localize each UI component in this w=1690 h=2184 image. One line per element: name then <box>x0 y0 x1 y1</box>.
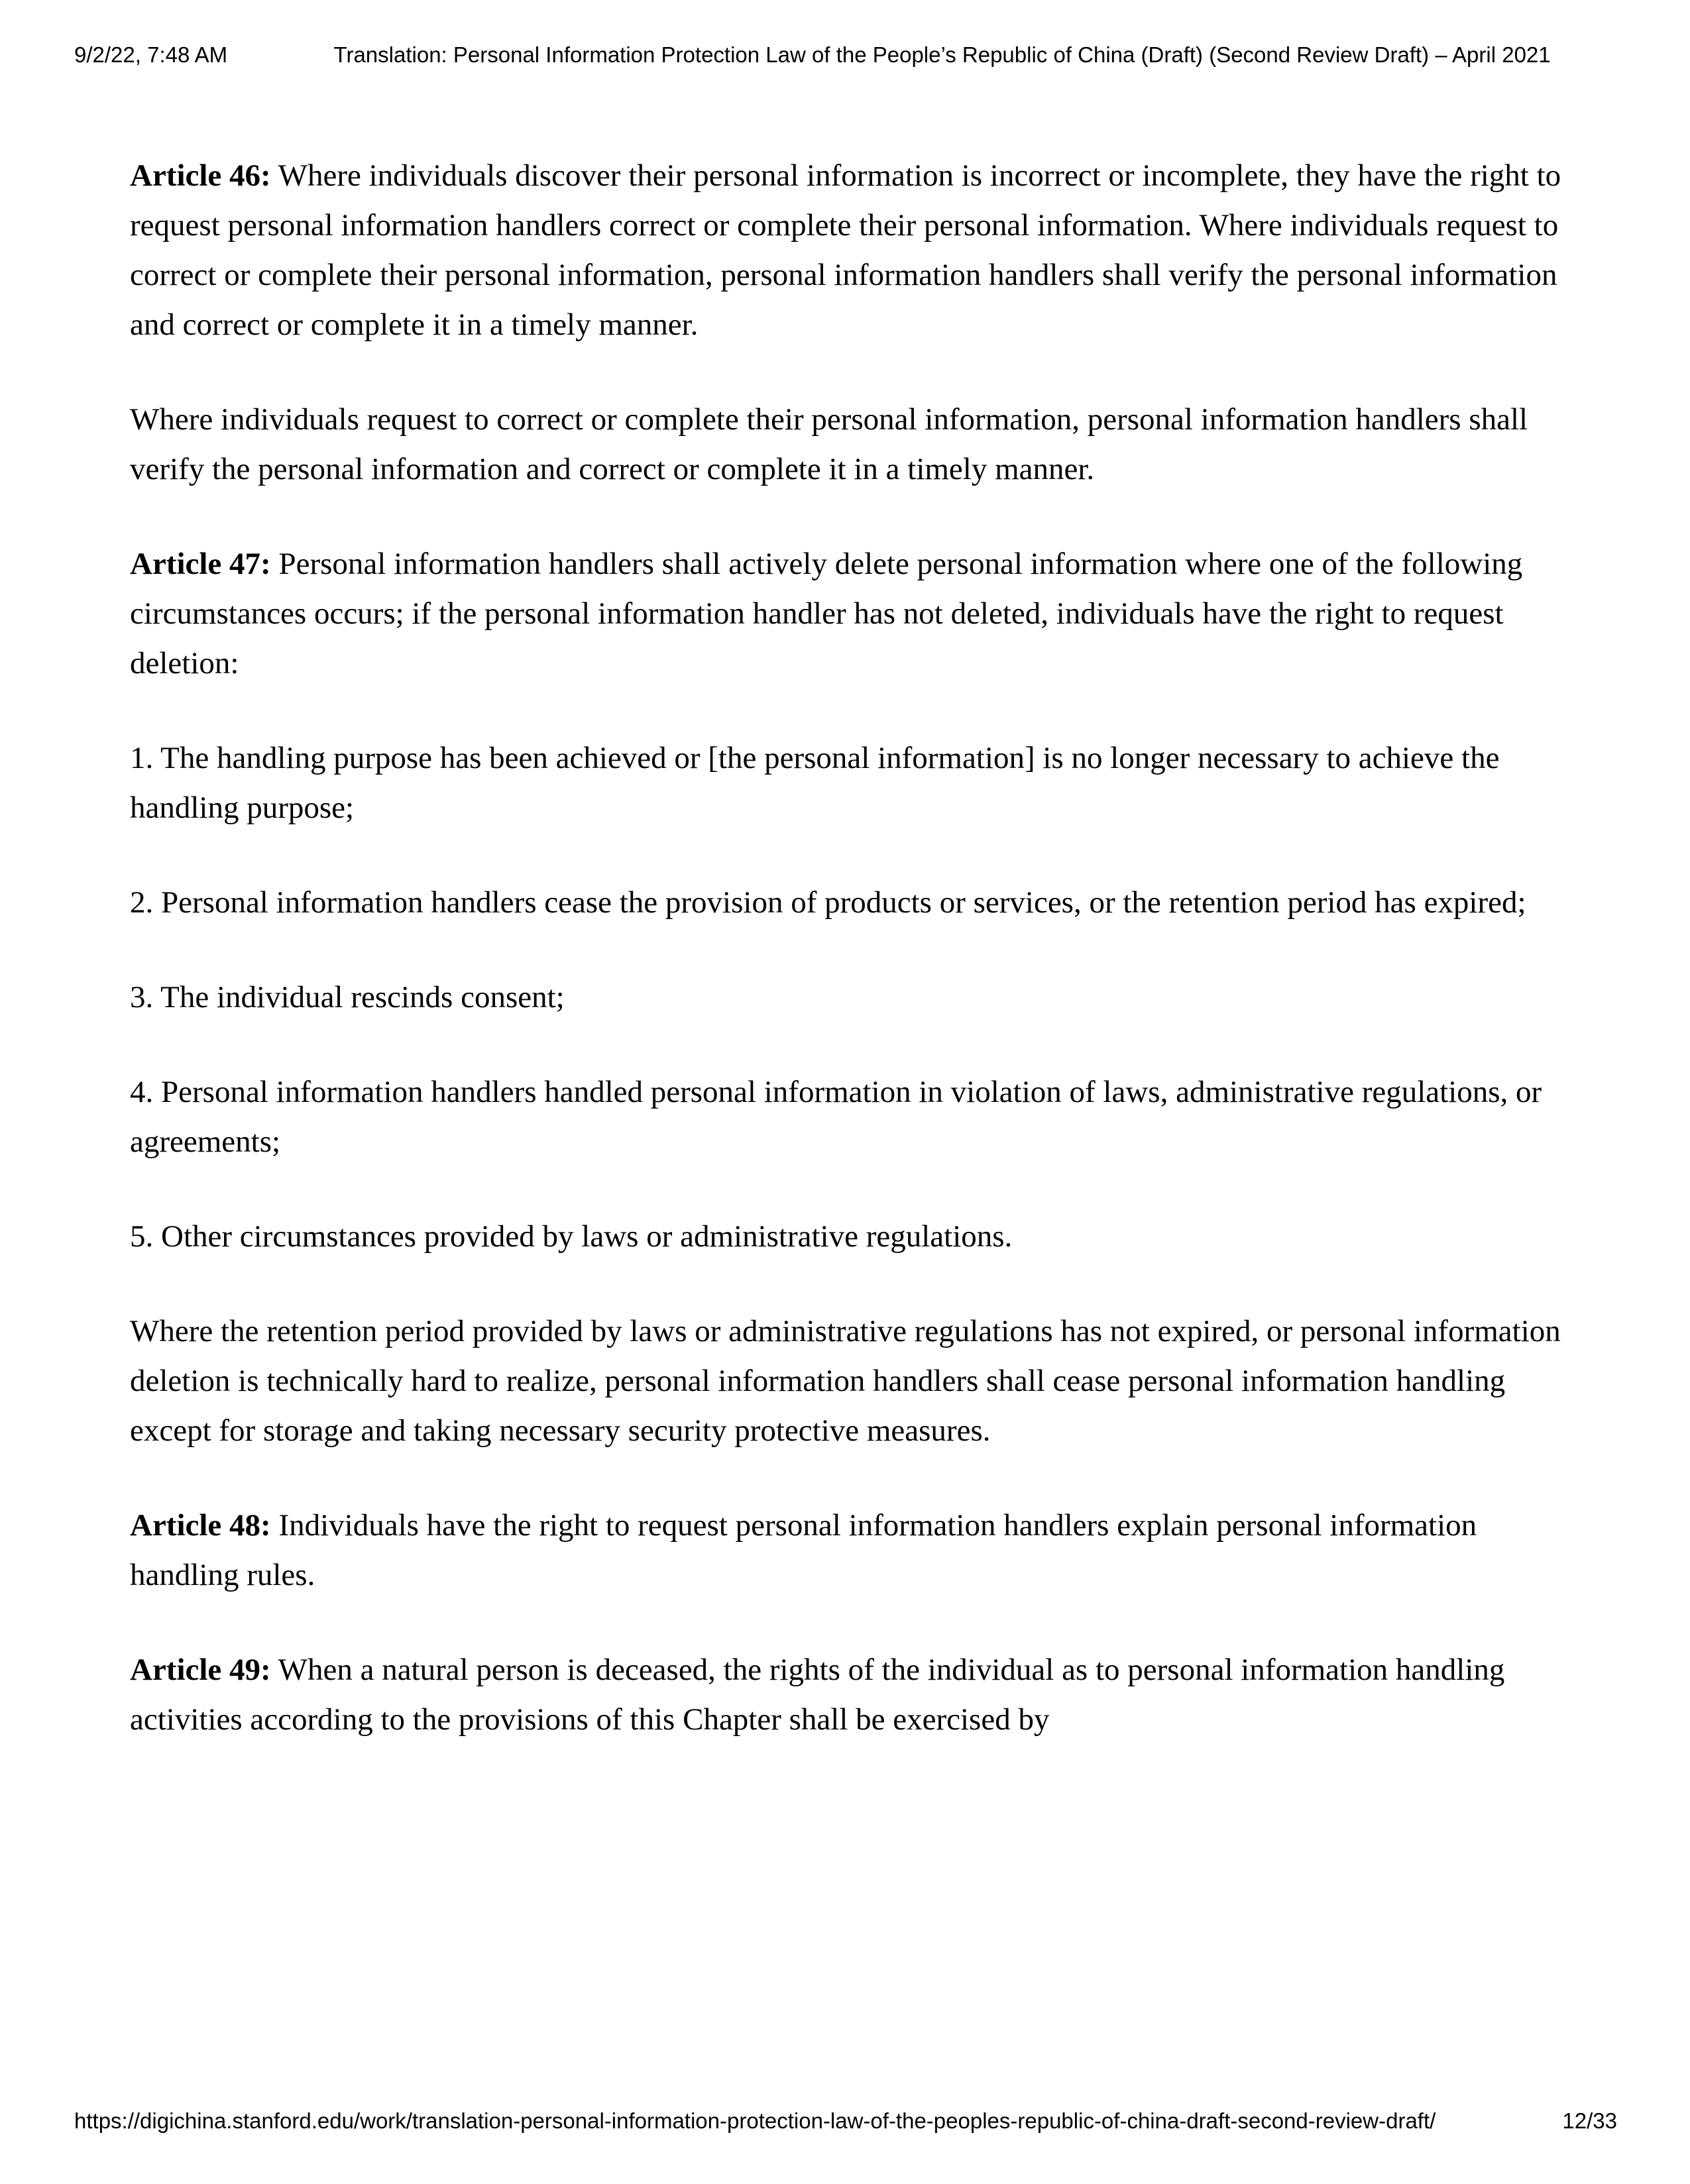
article-label: Article 46: <box>130 158 271 193</box>
article-paragraph: Article 48: Individuals have the right to request personal information handlers explain personal information handling rules. <box>130 1508 1477 1592</box>
header-datetime: 9/2/22, 7:48 AM <box>74 42 228 67</box>
paragraph: Where individuals request to correct or complete their personal information, personal information handlers shall verify the personal information and correct or complete it in a timely manner. <box>130 402 1528 486</box>
paragraph: Where the retention period provided by laws or administrative regulations has not expired, or personal information deletion is technically hard to realize, personal information handlers shall cease personal information handling except for storage and taking necessary security protective measures. <box>130 1314 1561 1448</box>
paragraph: 2. Personal information handlers cease the provision of products or services, or the retention period has expired; <box>130 885 1526 920</box>
header-title: Translation: Personal Information Protection Law of the People’s Republic of China (Draft) (Second Review Draft) – April 2021 <box>333 42 1551 67</box>
paragraph: 5. Other circumstances provided by laws or administrative regulations. <box>130 1219 1013 1254</box>
print-header <box>74 41 1617 68</box>
paragraph: 4. Personal information handlers handled personal information in violation of laws, administrative regulations, or agreements; <box>130 1075 1542 1159</box>
paragraph: 1. The handling purpose has been achieved or [the personal information] is no longer necessary to achieve the handling purpose; <box>130 741 1500 825</box>
article-label: Article 47: <box>130 547 271 581</box>
paragraph: 3. The individual rescinds consent; <box>130 980 565 1014</box>
print-footer <box>74 2107 1617 2134</box>
document-body <box>130 151 1561 1745</box>
article-paragraph: Article 49: When a natural person is deceased, the rights of the individual as to personal information handling activities according to the provisions of this Chapter shall be exercised by <box>130 1653 1505 1737</box>
footer-url: https://digichina.stanford.edu/work/translation-personal-information-protection-law-of-the-peoples-republic-of-china-draft-second-review-draft/ <box>74 2108 1436 2133</box>
article-paragraph: Article 47: Personal information handlers shall actively delete personal information where one of the following circumstances occurs; if the personal information handler has not deleted, individuals have the right to request deletion: <box>130 547 1523 681</box>
article-label: Article 48: <box>130 1508 271 1543</box>
footer-page-number: 12/33 <box>1562 2108 1617 2133</box>
article-label: Article 49: <box>130 1653 271 1687</box>
article-paragraph: Article 46: Where individuals discover their personal information is incorrect or incomplete, they have the right to request personal information handlers correct or complete their personal information. Where individuals request to correct or complete their personal information, personal information handlers shall verify the personal information and correct or complete it in a timely manner. <box>130 158 1561 342</box>
